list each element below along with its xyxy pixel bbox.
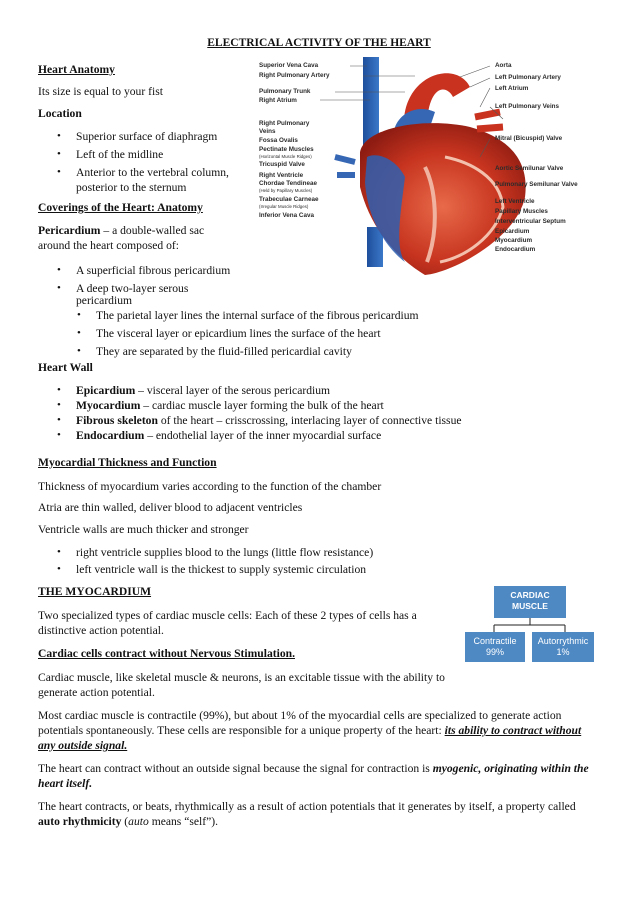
diagram-label: Endocardium [495, 246, 536, 253]
pericardium-line2: around the heart composed of: [38, 239, 180, 252]
list-item [76, 398, 516, 413]
term: Fibrous skeleton [76, 414, 158, 427]
list-item: • Anterior to the vertebral column, [76, 165, 256, 180]
diagram-label: Pulmonary Trunk [259, 88, 311, 95]
diagram-label: Left Atrium [495, 85, 529, 92]
list-item: • A superficial fibrous pericardium [76, 263, 276, 278]
heart-wall-list [76, 383, 516, 443]
myocardium-p2b: generate action potential. [38, 686, 155, 699]
list-item [76, 428, 516, 443]
myocardium-p3d: any outside signal. [38, 739, 128, 752]
myocardium-p1a: Two specialized types of cardiac muscle cells: Each of these 2 types of cells has a [38, 609, 417, 622]
diagram-label: (Horizontal Muscle Ridges) [259, 154, 312, 159]
diagram-label: Fossa Ovalis [259, 137, 298, 144]
list-item: • The parietal layer lines the internal surface of the fibrous pericardium [96, 308, 516, 323]
diagram-label: Pectinate Muscles [259, 146, 314, 153]
org-root-line: CARDIAC [510, 590, 550, 600]
list-item: • Superior surface of diaphragm [76, 129, 256, 144]
text: potentials spontaneously. These cells are responsible for a unique property of the heart: [38, 724, 445, 737]
diagram-label: Pulmonary Semilunar Valve [495, 181, 578, 188]
location-continuation: posterior to the sternum [76, 181, 187, 194]
text: The heart can contract without an outside signal because the signal for contraction is [38, 762, 433, 775]
coverings-list [76, 263, 276, 296]
org-root-line: MUSCLE [512, 601, 548, 611]
diagram-label: Superior Vena Cava [259, 62, 319, 69]
thickness-p2: Atria are thin walled, deliver blood to adjacent ventricles [38, 501, 303, 514]
page-title: ELECTRICAL ACTIVITY OF THE HEART [207, 37, 431, 49]
diagram-label: Tricuspid Valve [259, 161, 305, 168]
myocardium-p3b [38, 723, 581, 738]
size-text: Its size is equal to your fist [38, 85, 163, 98]
thickness-p3: Ventricle walls are much thicker and stronger [38, 523, 249, 536]
list-item: • left ventricle wall is the thickest to supply systemic circulation [76, 562, 456, 577]
org-node-contractile [465, 632, 525, 662]
diagram-label: Inferior Vena Cava [259, 212, 314, 219]
term: Endocardium [76, 429, 145, 442]
diagram-label: Epicardium [495, 228, 530, 235]
diagram-label: Left Pulmonary Artery [495, 74, 561, 81]
diagram-label: Left Pulmonary Veins [495, 103, 560, 110]
list-item [76, 413, 516, 428]
myocardium-p4a [38, 761, 589, 776]
heart-diagram [255, 57, 615, 277]
list-item: • Left of the midline [76, 147, 256, 162]
diagram-label: Aortic Semilunar Valve [495, 165, 564, 172]
term: auto rhythmicity [38, 815, 122, 828]
coverings-continuation: pericardium [76, 294, 133, 307]
list-item: • The visceral layer or epicardium lines the surface of the heart [96, 326, 516, 341]
list-item: • A deep two-layer serous [76, 281, 276, 296]
diagram-label: (Held by Papillary Muscles) [259, 188, 313, 193]
myocardium-p1b: distinctive action potential. [38, 624, 164, 637]
emphasis: its ability to contract without [444, 724, 582, 737]
location-list [76, 129, 256, 180]
desc: – endothelial layer of the inner myocardial surface [144, 429, 382, 442]
org-node-value: 99% [485, 647, 504, 657]
diagram-label: Left Ventricle [495, 198, 535, 205]
heart-anatomy-heading: Heart Anatomy [38, 63, 115, 76]
list-item [76, 383, 516, 398]
text: means “self”). [148, 815, 219, 828]
diagram-label: Right Pulmonary Artery [259, 72, 330, 79]
myocardium-p2a: Cardiac muscle, like skeletal muscle & neurons, is an excitable tissue with the ability to [38, 671, 445, 684]
org-node-autorrythmic [532, 632, 594, 662]
thickness-p1: Thickness of myocardium varies according to the function of the chamber [38, 480, 382, 493]
desc: – visceral layer of the serous pericardium [135, 384, 331, 397]
term: Epicardium [76, 384, 136, 397]
list-item: • right ventricle supplies blood to the lungs (little flow resistance) [76, 545, 456, 560]
diagram-label: Trabeculae Carneae [259, 196, 319, 203]
diagram-label: Veins [259, 128, 276, 135]
diagram-label: Myocardium [495, 237, 533, 244]
list-item: • They are separated by the fluid-filled pericardial cavity [96, 344, 516, 359]
location-heading: Location [38, 107, 82, 120]
myocardium-heading: THE MYOCARDIUM [38, 585, 152, 598]
heart-wall-heading: Heart Wall [38, 361, 93, 374]
diagram-label: Chordae Tendineae [259, 180, 317, 187]
diagram-label: Papillary Muscles [495, 208, 548, 215]
emphasis: myogenic, originating within the [432, 762, 589, 775]
pericardium-term: Pericardium [38, 224, 101, 237]
coverings-heading: Coverings of the Heart: Anatomy [38, 201, 203, 214]
coverings-sublist [96, 308, 516, 359]
diagram-label: Right Ventricle [259, 172, 304, 179]
desc: – cardiac muscle layer forming the bulk of the heart [140, 399, 384, 412]
diagram-label: Right Pulmonary [259, 120, 310, 127]
pericardium-desc: – a double-walled sac [100, 224, 205, 237]
pericardium-line1 [38, 223, 204, 238]
cardiac-cells-heading: Cardiac cells contract without Nervous Stimulation. [38, 647, 295, 660]
myocardium-p3a: Most cardiac muscle is contractile (99%), but about 1% of the myocardial cells are specialized to generate action [38, 709, 562, 722]
thickness-heading: Myocardial Thickness and Function [38, 456, 217, 469]
myocardium-p4c: heart itself. [38, 777, 93, 790]
term: Myocardium [76, 399, 141, 412]
myocardium-p5a: The heart contracts, or beats, rhythmically as a result of action potentials that it generates by itself, a property called [38, 800, 576, 813]
diagram-label: Mitral (Bicuspid) Valve [495, 135, 563, 142]
text: ( [121, 815, 129, 828]
diagram-label: Aorta [495, 62, 512, 69]
thickness-list [76, 545, 456, 577]
diagram-label: Right Atrium [259, 97, 297, 104]
org-root-cardiac-muscle [494, 586, 566, 618]
diagram-label: (Irregular Muscle Ridges) [259, 204, 309, 209]
diagram-label: Interventricular Septum [495, 218, 566, 225]
italic: auto [128, 815, 149, 828]
myocardium-p5b [38, 814, 218, 829]
org-node-label: Autorrythmic [537, 636, 589, 646]
org-node-label: Contractile [473, 636, 517, 646]
desc: of the heart – crisscrossing, interlacing layer of connective tissue [157, 414, 462, 427]
org-node-value: 1% [556, 647, 570, 657]
